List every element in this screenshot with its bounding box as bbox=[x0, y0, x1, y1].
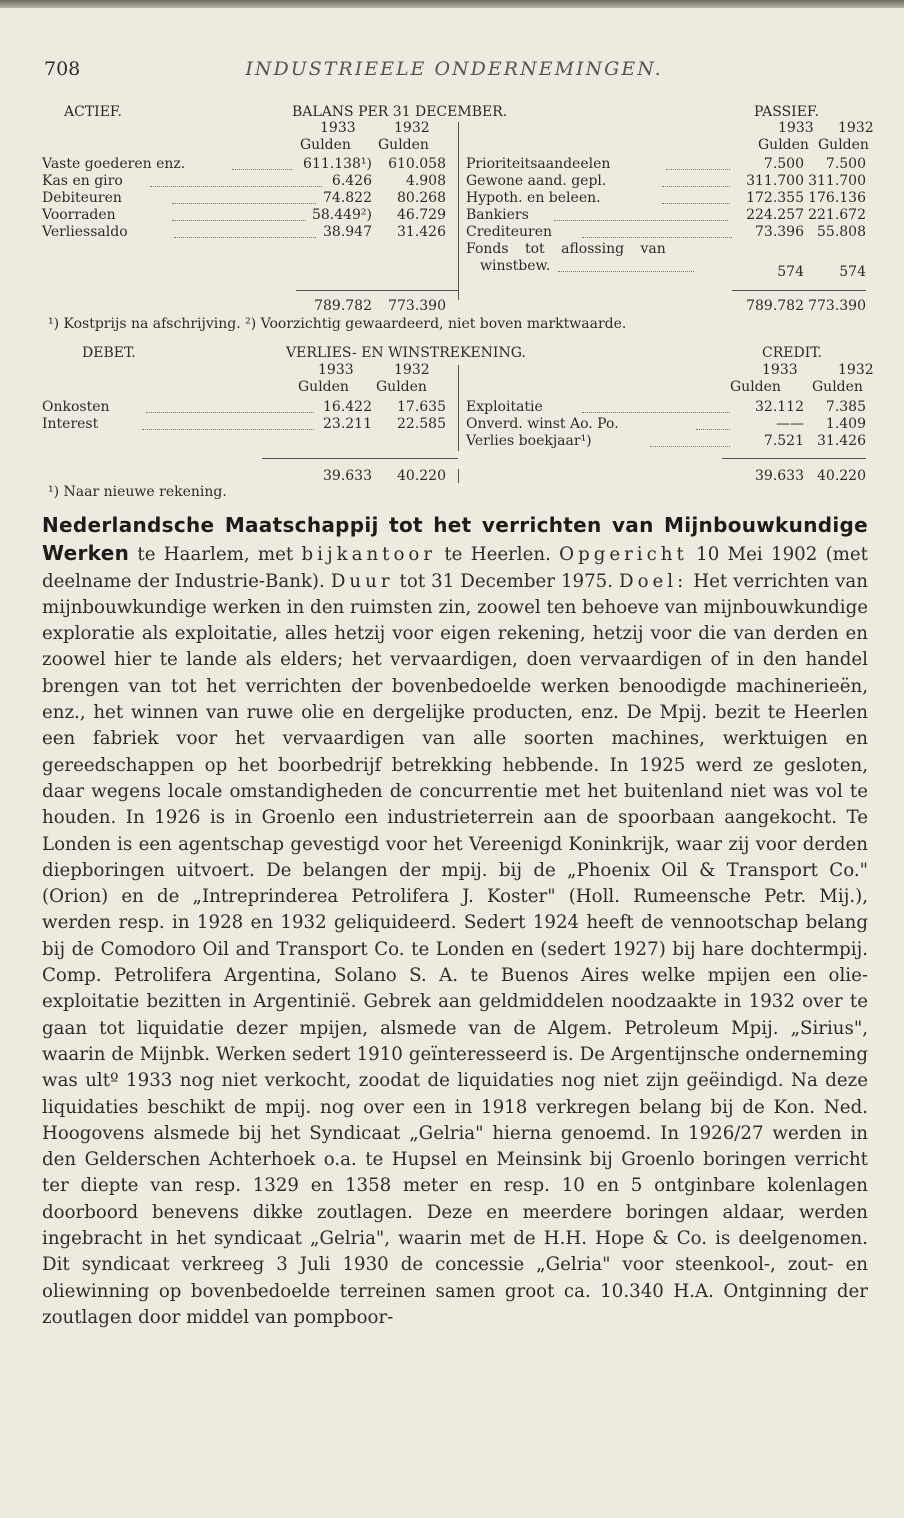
credit-1933: 32.112 bbox=[755, 399, 804, 415]
col-year-1933: 1933 bbox=[318, 362, 354, 378]
asset-1933: 74.822 bbox=[323, 190, 372, 206]
article-text: 10 Mei 1902 (met deelname der Industrie-Bank). bbox=[42, 544, 868, 592]
article-text: tot 31 December 1975. bbox=[393, 570, 620, 592]
credit-label: CREDIT. bbox=[762, 345, 822, 361]
keyword-bijkantoor: bijkantoor bbox=[301, 544, 437, 566]
liability-label: winstbew. bbox=[480, 258, 551, 274]
liability-1932: 311.700 bbox=[808, 173, 866, 189]
liability-1932: 574 bbox=[839, 264, 866, 280]
asset-1933: 611.138¹) bbox=[303, 156, 372, 172]
pl-title: VERLIES- EN WINSTREKENING. bbox=[286, 345, 526, 361]
balance-total-left-1932: 773.390 bbox=[388, 298, 446, 314]
company-description bbox=[42, 512, 868, 1331]
keyword-opgericht: Opgericht bbox=[559, 544, 688, 566]
balance-title: BALANS PER 31 DECEMBER. bbox=[292, 104, 508, 120]
pl-total-left-1933: 39.633 bbox=[323, 468, 372, 484]
col-unit: Gulden bbox=[300, 137, 351, 153]
liability-label: Prioriteitsaandeelen bbox=[466, 156, 611, 172]
credit-item-label: Verlies boekjaar¹) bbox=[466, 433, 592, 449]
balance-total-right-1932: 773.390 bbox=[808, 298, 866, 314]
liability-label: Bankiers bbox=[466, 207, 529, 223]
credit-item-label: Exploitatie bbox=[466, 399, 543, 415]
col-unit: Gulden bbox=[298, 379, 349, 395]
profit-loss-account bbox=[42, 345, 874, 495]
keyword-duur: Duur bbox=[330, 570, 394, 592]
debit-label: Onkosten bbox=[42, 399, 110, 415]
asset-label: Verliessaldo bbox=[42, 224, 128, 240]
asset-label: Kas en giro bbox=[42, 173, 123, 189]
debit-1932: 17.635 bbox=[397, 399, 446, 415]
debit-label: Interest bbox=[42, 416, 99, 432]
col-year-1933-right: 1933 bbox=[762, 362, 798, 378]
liability-1933: 73.396 bbox=[755, 224, 804, 240]
asset-1932: 80.268 bbox=[397, 190, 446, 206]
page-heading: INDUSTRIEELE ONDERNEMINGEN. bbox=[245, 58, 663, 80]
credit-1933: —— bbox=[776, 416, 804, 432]
col-unit: Gulden bbox=[378, 137, 429, 153]
balance-sheet bbox=[42, 104, 874, 334]
pl-total-right-1933: 39.633 bbox=[755, 468, 804, 484]
asset-1933: 58.449²) bbox=[311, 207, 372, 223]
debit-1933: 23.211 bbox=[323, 416, 372, 432]
asset-1932: 31.426 bbox=[397, 224, 446, 240]
pl-total-right-1932: 40.220 bbox=[817, 468, 866, 484]
credit-item-label: Onverd. winst Ao. Po. bbox=[466, 416, 619, 432]
liability-1933: 7.500 bbox=[763, 156, 804, 172]
liability-label: Crediteuren bbox=[466, 224, 553, 240]
credit-1932: 31.426 bbox=[817, 433, 866, 449]
asset-1932: 610.058 bbox=[388, 156, 446, 172]
asset-1932: 46.729 bbox=[397, 207, 446, 223]
col-year-1933: 1933 bbox=[320, 120, 356, 136]
liability-1932: 55.808 bbox=[817, 224, 866, 240]
asset-1932: 4.908 bbox=[405, 173, 446, 189]
debet-label: DEBET. bbox=[82, 345, 136, 361]
col-unit: Gulden bbox=[812, 379, 863, 395]
liability-label: Gewone aand. gepl. bbox=[466, 173, 607, 189]
liability-label: Hypoth. en beleen. bbox=[466, 190, 601, 206]
asset-1933: 6.426 bbox=[331, 173, 372, 189]
liability-1933: 311.700 bbox=[746, 173, 804, 189]
asset-label: Vaste goederen enz. bbox=[42, 156, 186, 172]
credit-1932: 7.385 bbox=[825, 399, 866, 415]
page-header bbox=[44, 58, 864, 88]
credit-1933: 7.521 bbox=[763, 433, 804, 449]
asset-label: Voorraden bbox=[42, 207, 116, 223]
liability-1932: 221.672 bbox=[808, 207, 866, 223]
pl-footnote: ¹) Naar nieuwe rekening. bbox=[48, 484, 227, 500]
liability-1933: 574 bbox=[777, 264, 804, 280]
col-unit: Gulden bbox=[818, 137, 869, 153]
passief-label: PASSIEF. bbox=[754, 104, 819, 120]
liability-label: Fonds tot aflossing van bbox=[466, 241, 666, 257]
debit-1932: 22.585 bbox=[397, 416, 446, 432]
col-year-1932: 1932 bbox=[394, 120, 430, 136]
article-text: Het verrichten van mijnbouwkundige werken in den ruimsten zin, zoowel ten behoeve van mijnbouwkundige exploratie als exploitatie, alles hetzij voor eigen rekening, hetzij voor die van derden en zoowel hier te lande als elders; het vervaardigen, doen vervaardigen of in den handel brengen van tot het verrichten der bovenbedoelde werken benoodigde machinerieën, enz., het winnen van ruwe olie en dergelijke producten, enz. De Mpij. bezit te Heerlen een fabriek voor het vervaardigen van alle soorten machines, werktuigen en gereedschappen op het boorbedrijf betrekking hebbende. In 1925 werd ze gesloten, daar wegens locale omstandigheden de concurrentie met het buitenland niet was vol te houden. In 1926 is in Groenlo een industrieterrein aan de spoorbaan aangekocht. Te Londen is een agentschap gevestigd voor het Vereenigd Koninkrijk, waar zij voor derden diepboringen uitvoert. De belangen der mpij. bij de „Phoenix Oil & Transport Co." (Orion) en de „Intreprinderea Petrolifera J. Koster" (Holl. Rumeensche Petr. Mij.), werden resp. in 1928 en 1932 geliquideerd. Sedert 1924 heeft de vennootschap belang bij de Comodoro Oil and Transport Co. te Londen en (sedert 1927) bij hare dochtermpij. Comp. Petrolifera Argentina, Solano S. A. te Buenos Aires welke mpijen een olie-exploitatie bezitten in Argentinië. Gebrek aan geldmiddelen noodzaakte in 1932 over te gaan tot liquidatie dezer mpijen, alsmede van de Algem. Petroleum Mpij. „Sirius", waarin de Mijnbk. Werken sedert 1910 geïnteresseerd is. De Argentijnsche onderneming was ultº 1933 nog niet verkocht, zoodat de liquidaties nog niet zijn geëindigd. Na deze liquidaties beschikt de mpij. nog over een in 1918 verkregen belang bij de Kon. Ned. Hoogovens alsmede bij het Syndicaat „Gelria" hierna genoemd. In 1926/27 werden in den Gelderschen Achterhoek o.a. te Hupsel en Meinsink bij Groenlo boringen verricht ter diepte van resp. 1329 en 1358 meter en resp. 10 en 5 ontginbare kolenlagen doorboord benevens dikke zoutlagen. Deze en meerdere boringen aldaar, werden ingebracht in het syndicaat „Gelria", waarin met de H.H. Hope & Co. is deelgenomen. Dit syndicaat verkreeg 3 Juli 1930 de concessie „Gelria" voor steenkool-, zout- en oliewinning op bovenbedoelde terreinen samen groot ca. 10.340 H.A. Ontginning der zoutlagen door middel van pompboor- bbox=[42, 570, 868, 1328]
page-number: 708 bbox=[44, 58, 81, 80]
balance-total-right-1933: 789.782 bbox=[746, 298, 804, 314]
col-year-1932: 1932 bbox=[394, 362, 430, 378]
col-unit: Gulden bbox=[376, 379, 427, 395]
liability-1932: 7.500 bbox=[825, 156, 866, 172]
debit-1933: 16.422 bbox=[323, 399, 372, 415]
credit-1932: 1.409 bbox=[825, 416, 866, 432]
col-year-1932-right: 1932 bbox=[838, 362, 874, 378]
col-unit: Gulden bbox=[758, 137, 809, 153]
company-name: Nederlandsche Maatschappij tot het verrichten van Mijnbouwkundige Werken bbox=[42, 513, 868, 566]
col-unit: Gulden bbox=[730, 379, 781, 395]
balance-footnote: ¹) Kostprijs na afschrijving. ²) Voorzichtig gewaardeerd, niet boven marktwaarde. bbox=[48, 316, 627, 332]
article-text: te Heerlen. bbox=[436, 544, 560, 566]
pl-total-left-1932: 40.220 bbox=[397, 468, 446, 484]
col-year-1933-right: 1933 bbox=[778, 120, 814, 136]
liability-1932: 176.136 bbox=[808, 190, 866, 206]
asset-1933: 38.947 bbox=[323, 224, 372, 240]
article-text: te Haarlem, met bbox=[129, 544, 302, 566]
scan-edge bbox=[0, 0, 904, 8]
actief-label: ACTIEF. bbox=[64, 104, 122, 120]
col-year-1932-right: 1932 bbox=[838, 120, 874, 136]
keyword-doel: Doel: bbox=[619, 570, 688, 592]
asset-label: Debiteuren bbox=[42, 190, 122, 206]
liability-1933: 224.257 bbox=[746, 207, 804, 223]
balance-total-left-1933: 789.782 bbox=[314, 298, 372, 314]
liability-1933: 172.355 bbox=[746, 190, 804, 206]
